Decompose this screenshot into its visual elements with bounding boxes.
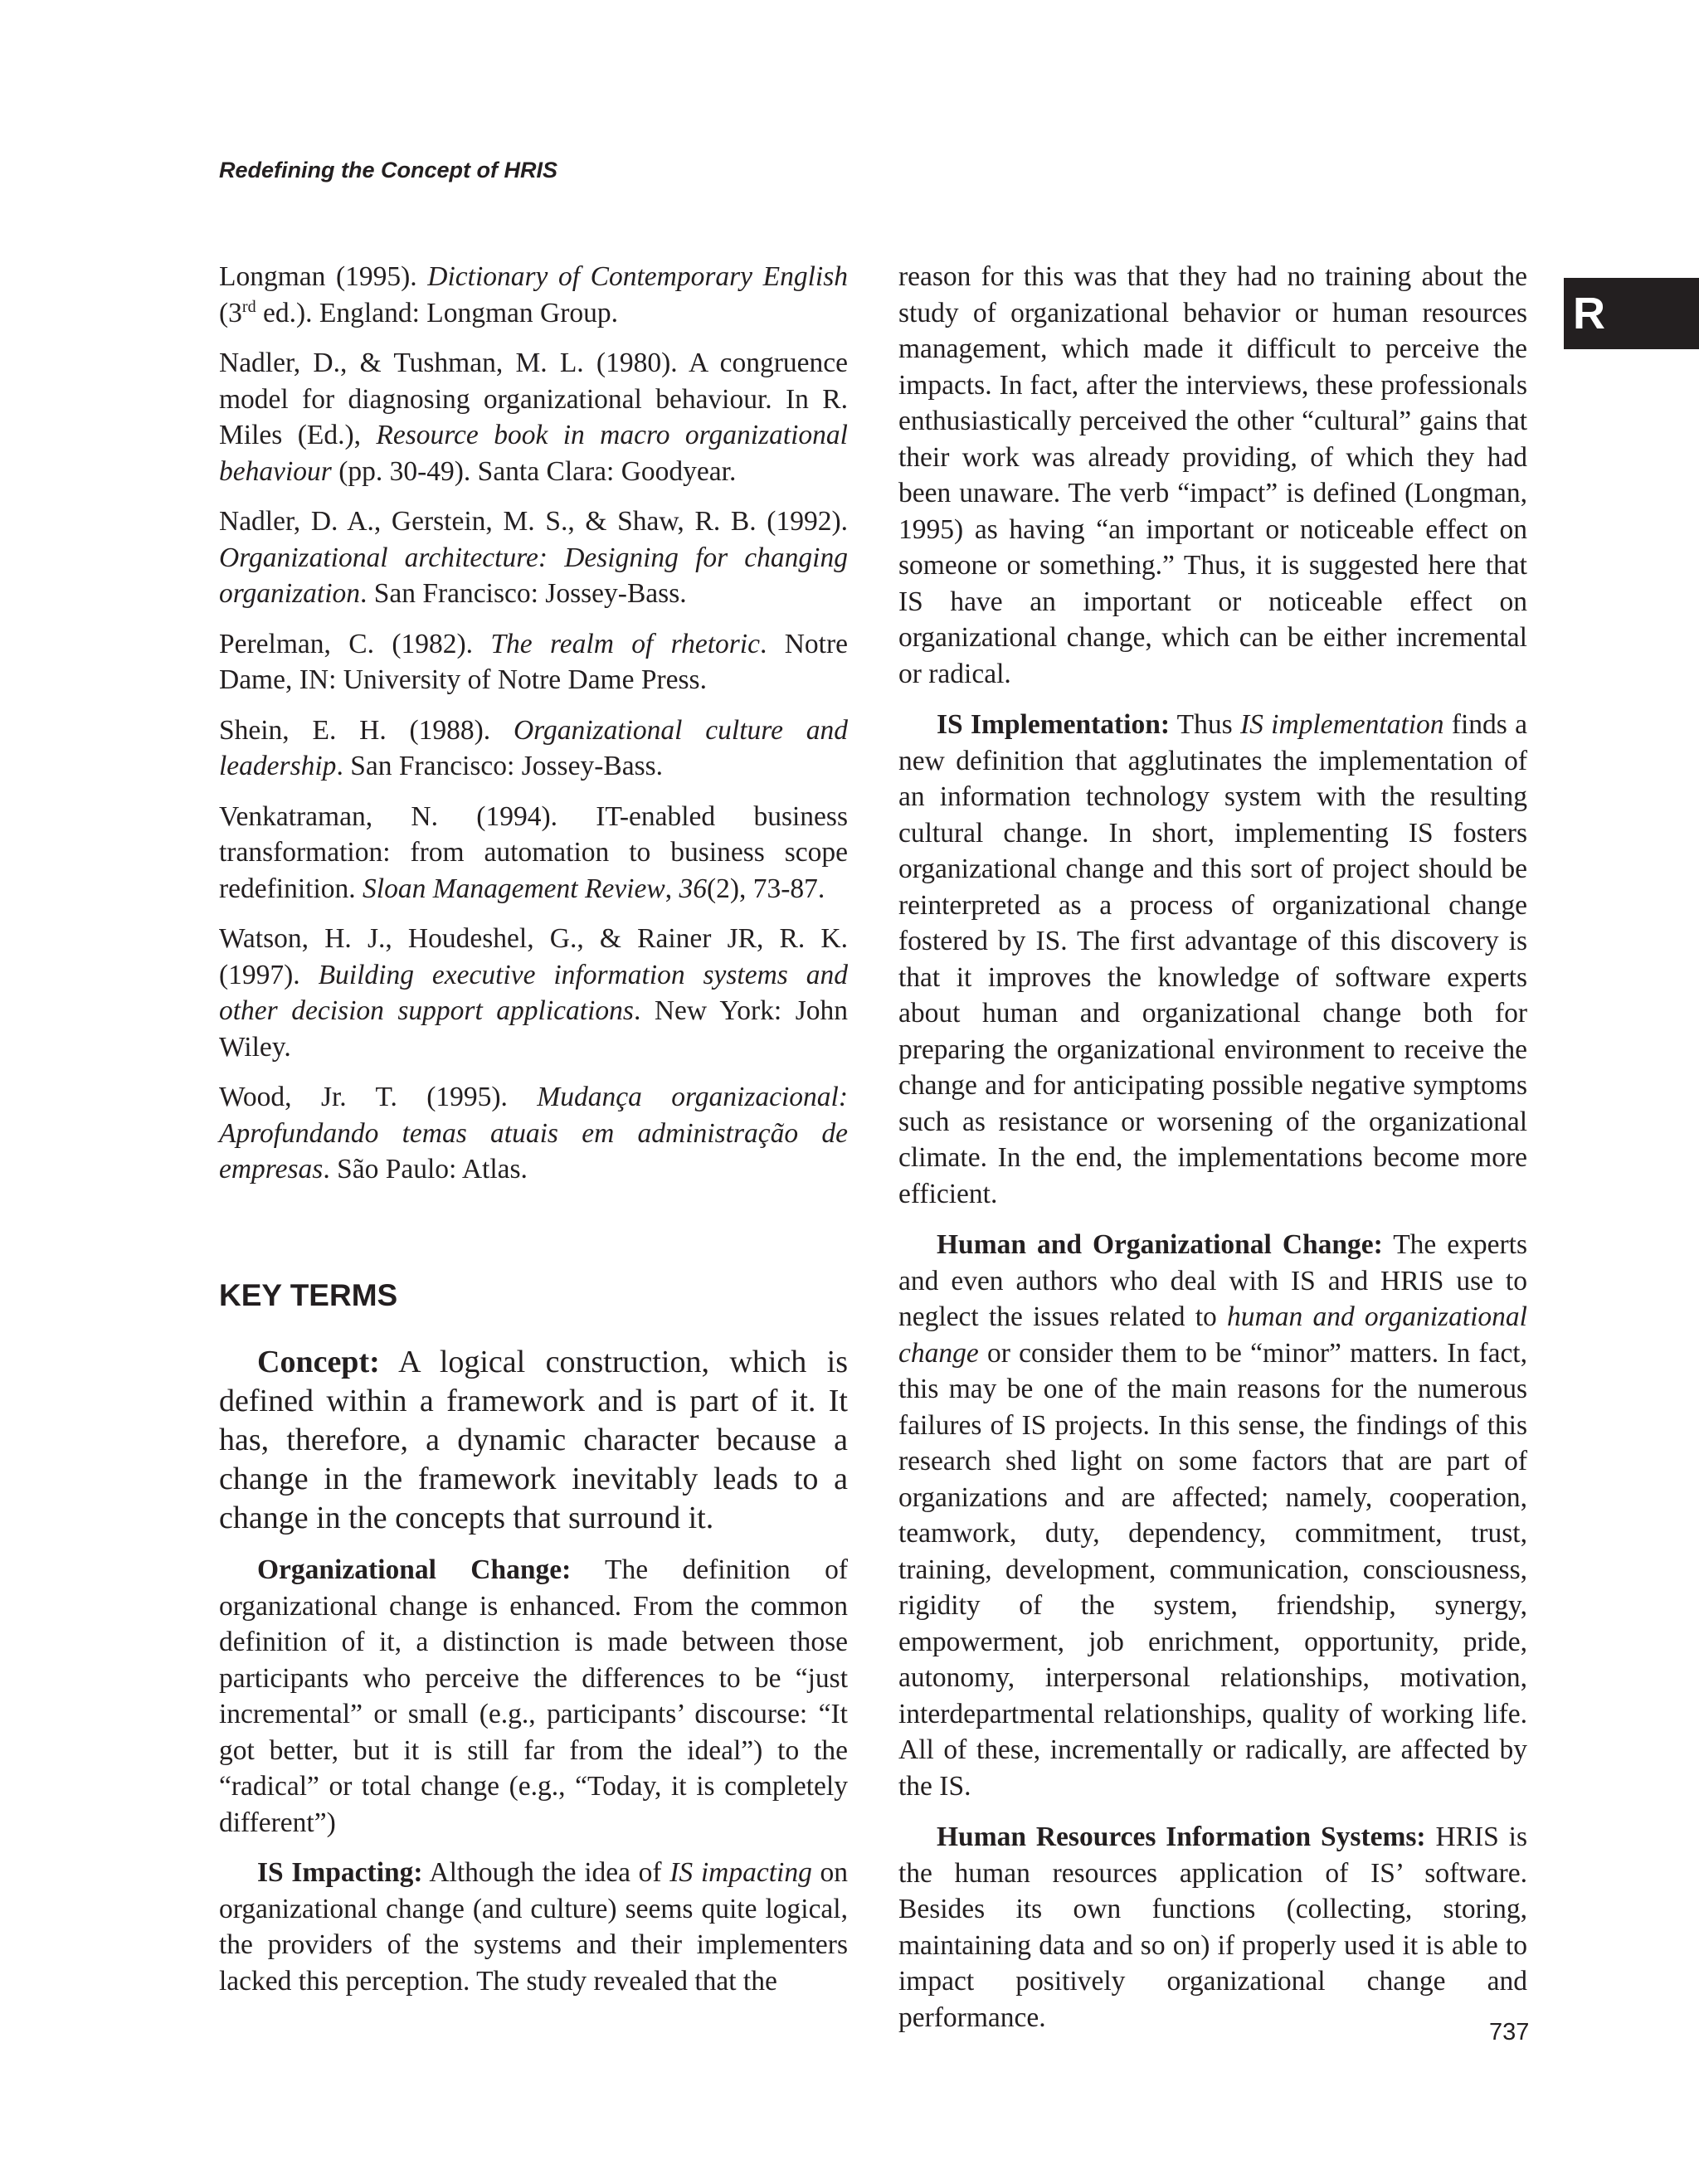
key-term-is-impacting-continued: reason for this was that they had no training about the study of organizational behavior or human resources management, which made it difficult to perceive the impacts. In fact, after the interviews, these professionals enthusiastically perceived the other “cultural” gains that their work was already providing, of which they had been unaware. The verb “impact” is defined (Longman, 1995) as having “an important or noticeable effect on someone or something.” Thus, it is suggested here that IS have an important or noticeable effect on organizational change, which can be either incremental or radical. — [898, 261, 1527, 689]
right-column — [898, 259, 1530, 2050]
running-head: Redefining the Concept of HRIS — [219, 158, 557, 182]
reference-entry: Venkatraman, N. (1994). IT-enabled business transformation: from automation to business scope redefinition. Sloan Management Review, 36(2), 73-87. — [219, 800, 848, 904]
page-number: 737 — [1489, 2019, 1530, 2045]
key-term-human-organizational-change: Human and Organizational Change: The experts and even authors who deal with IS and HRIS use to neglect the issues related to human and organizational change or consider them to be “minor” matters. In fact, this may be one of the main reasons for the numerous failures of IS projects. In this sense, the findings of this research shed light on some factors that are part of organizations and are affected; namely, cooperation, teamwork, duty, dependency, commitment, trust, training, development, communication, consciousness, rigidity of the system, friendship, synergy, empowerment, job enrichment, opportunity, pride, autonomy, interpersonal relationships, motivation, interdepartmental relationships, quality of working life. All of these, incrementally or radically, are affected by the IS. — [898, 1229, 1527, 1802]
reference-entry: Shein, E. H. (1988). Organizational culture and leadership. San Francisco: Jossey-Bass. — [219, 714, 848, 781]
reference-entry: Nadler, D., & Tushman, M. L. (1980). A congruence model for diagnosing organizational behaviour. In R. Miles (Ed.), Resource book in macro organizational behaviour (pp. 30-49). Santa Clara: Goodyear. — [219, 348, 848, 487]
key-term-is-implementation: IS Implementation: Thus IS implementation finds a new definition that agglutinates the implementation of an information technology system with the resulting cultural change. In short, implementing IS fosters organizational change and this sort of project should be reinterpreted as a process of organizational change fostered by IS. The first advantage of this discovery is that it improves the knowledge of software experts about human and organizational change both for preparing the organizational environment to receive the change and for anticipating possible negative symptoms such as resistance or worsening of the organizational climate. In the end, the implementations become more efficient. — [898, 709, 1527, 1209]
key-term-concept: Concept: A logical construction, which is defined within a framework and is part of it. It has, therefore, a dynamic character because a change in the framework inevitably leads to a change in the concepts that surround it. — [219, 1345, 848, 1535]
key-terms-heading: KEY TERMS — [219, 1277, 398, 1312]
reference-entry: Wood, Jr. T. (1995). Mudança organizacional: Aprofundando temas atuais em administração de empresas. São Paulo: Atlas. — [219, 1082, 848, 1184]
section-tab — [1564, 278, 1699, 349]
reference-entry: Nadler, D. A., Gerstein, M. S., & Shaw, R. B. (1992). Organizational architecture: Designing for changing organization. San Francisco: Jossey-Bass. — [219, 506, 848, 609]
reference-entry: Perelman, C. (1982). The realm of rhetoric. Notre Dame, IN: University of Notre Dame Press. — [219, 628, 849, 695]
key-term-is-impacting: IS Impacting: Although the idea of IS impacting on organizational change (and culture) seems quite logical, the providers of the systems and their implementers lacked this perception. The study revealed that the — [219, 1857, 849, 1997]
key-term-organizational-change: Organizational Change: The definition of organizational change is enhanced. From the common definition of it, a distinction is made between those participants who perceive the differences to be “just incremental” or small (e.g., participants’ discourse: “It got better, but it is still far from the ideal”) to the “radical” or total change (e.g., “Today, it is completely different”) — [219, 1554, 848, 1838]
reference-entry: Watson, H. J., Houdeshel, G., & Rainer JR, R. K. (1997). Building executive information systems and other decision support applications. New York: John Wiley. — [219, 923, 848, 1063]
key-term-hris: Human Resources Information Systems: HRIS is the human resources application of IS’ software. Besides its own functions (collecting, storing, maintaining data and so on) if properly used it is able to impact positively organizational change and performance. — [898, 1822, 1527, 2033]
section-tab-letter: R — [1573, 289, 1605, 338]
reference-entry: Longman (1995). Dictionary of Contemporary English (3rd ed.). England: Longman Group. — [219, 261, 849, 328]
left-column — [219, 259, 848, 2013]
